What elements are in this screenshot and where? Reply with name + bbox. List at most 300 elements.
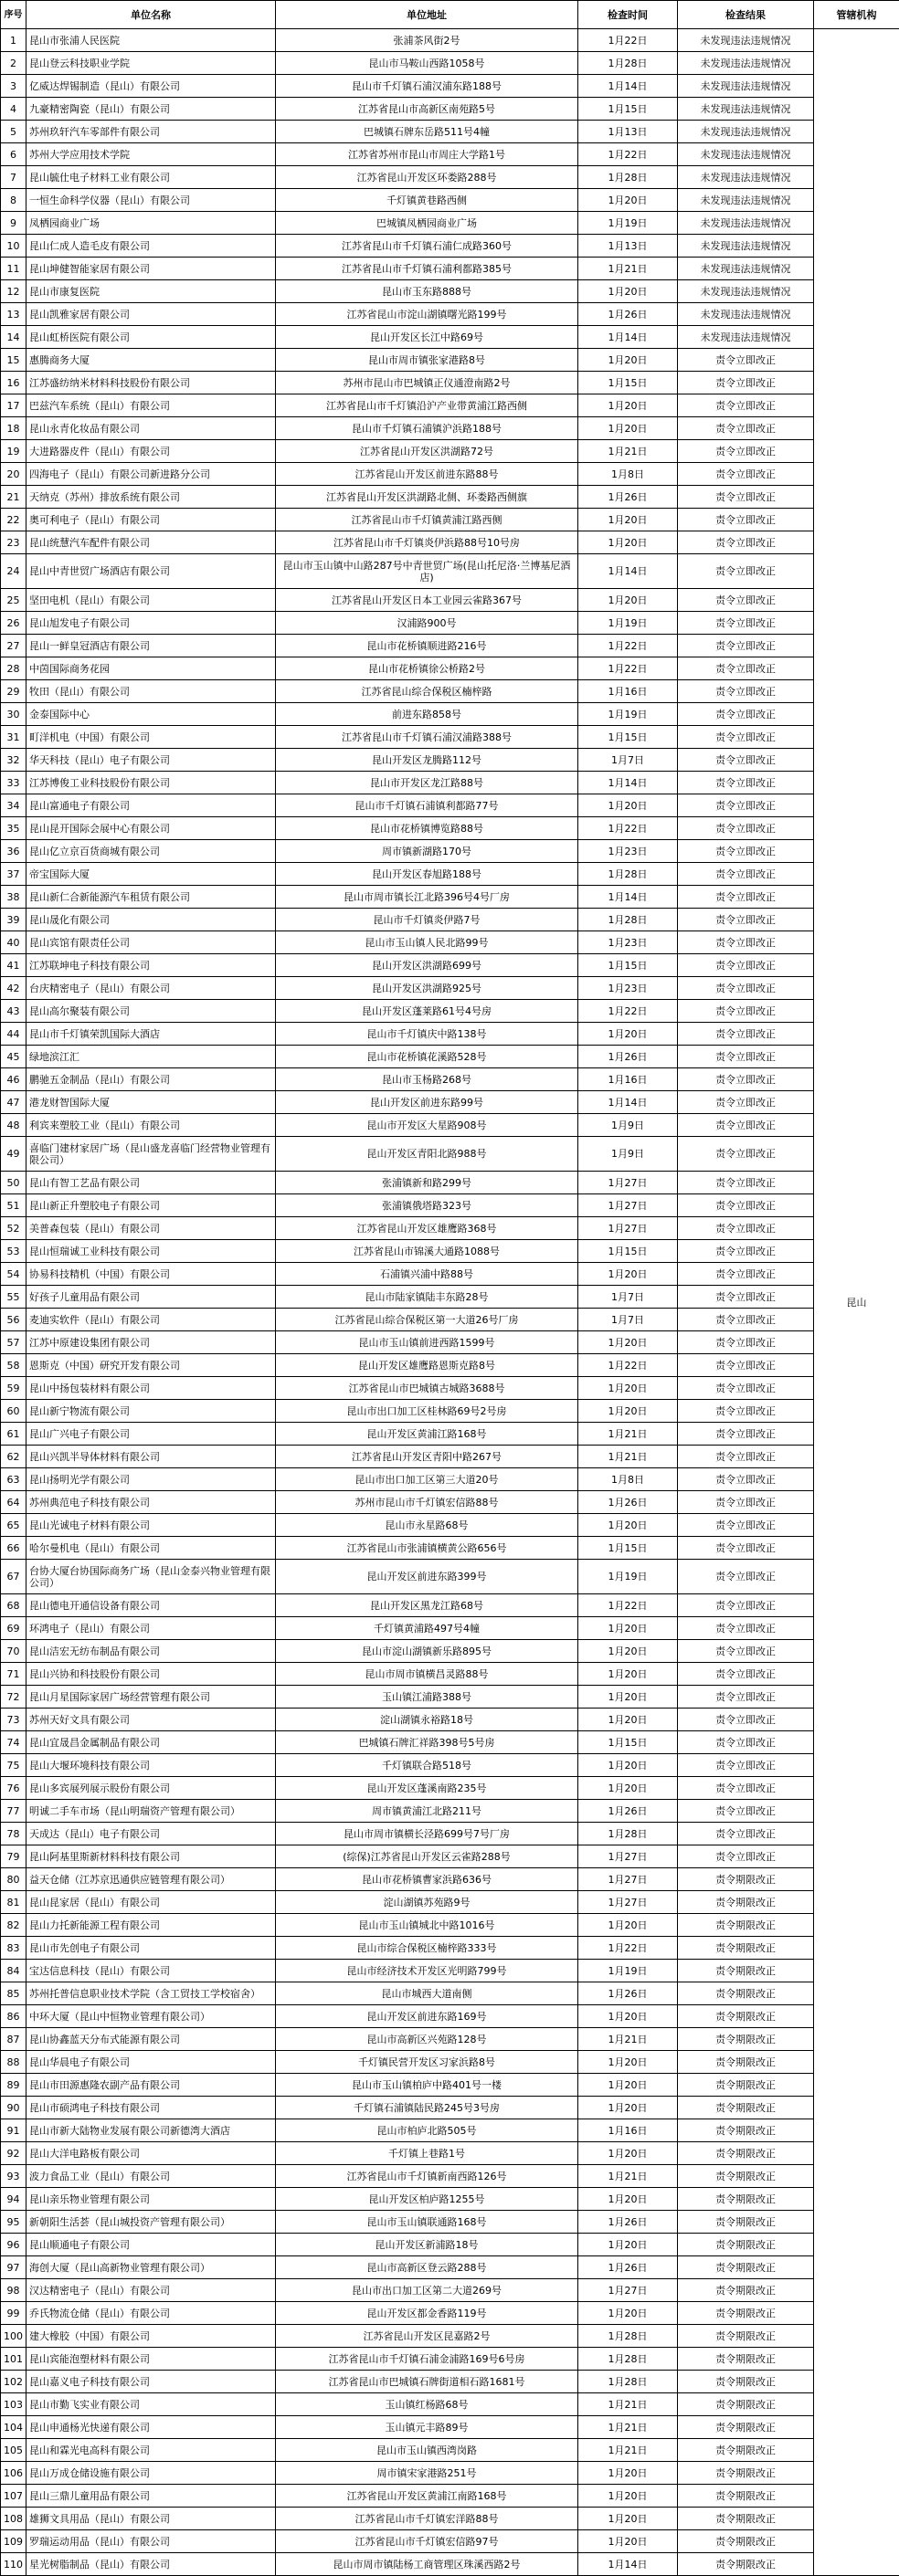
- cell-result: 责令立即改正: [678, 1263, 814, 1286]
- cell-address: 江苏省昆山市巴城镇石牌街道相石路1681号: [276, 2371, 578, 2393]
- cell-name: 星光树脂制品（昆山）有限公司: [26, 2553, 276, 2576]
- cell-address: 昆山市千灯镇庆中路138号: [276, 1023, 578, 1046]
- cell-result: 责令期限改正: [678, 2142, 814, 2165]
- cell-result: 责令立即改正: [678, 794, 814, 817]
- cell-no: 27: [1, 635, 26, 657]
- cell-name: 昆山永青化妆品有限公司: [26, 417, 276, 440]
- cell-name: 昆山中青世贸广场酒店有限公司: [26, 554, 276, 589]
- table-row: [1, 2485, 899, 2508]
- cell-result: 责令立即改正: [678, 954, 814, 977]
- cell-no: 99: [1, 2302, 26, 2325]
- cell-result: 责令立即改正: [678, 1000, 814, 1023]
- cell-result: 责令立即改正: [678, 486, 814, 509]
- cell-result: 责令立即改正: [678, 349, 814, 372]
- table-row: [1, 1354, 899, 1377]
- table-row: [1, 1731, 899, 1754]
- cell-address: 昆山市周市镇长江北路396号4号厂房: [276, 886, 578, 909]
- cell-result: 责令立即改正: [678, 1091, 814, 1114]
- cell-address: 江苏省昆山市张浦镇横黄公路656号: [276, 1537, 578, 1560]
- cell-name: 凤栖园商业广场: [26, 212, 276, 235]
- cell-date: 1月20日: [578, 589, 678, 612]
- cell-address: 江苏省昆山开发区洪湖路72号: [276, 440, 578, 463]
- cell-date: 1月20日: [578, 1914, 678, 1937]
- cell-name: 昆山凯雅家居有限公司: [26, 303, 276, 326]
- cell-name: 苏州大学应用技术学院: [26, 143, 276, 166]
- table-row: [1, 2119, 899, 2142]
- cell-address: 昆山开发区洪湖路699号: [276, 954, 578, 977]
- table-row: [1, 1537, 899, 1560]
- cell-result: 责令立即改正: [678, 840, 814, 863]
- cell-no: 4: [1, 98, 26, 121]
- cell-date: 1月20日: [578, 1023, 678, 1046]
- table-row: [1, 349, 899, 372]
- table-row: [1, 2530, 899, 2553]
- table-row: [1, 749, 899, 772]
- cell-result: 责令立即改正: [678, 1137, 814, 1172]
- cell-name: 好孩子儿童用品有限公司: [26, 1286, 276, 1309]
- cell-date: 1月26日: [578, 1046, 678, 1068]
- cell-no: 42: [1, 977, 26, 1000]
- table-row: [1, 326, 899, 349]
- cell-result: 责令期限改正: [678, 2530, 814, 2553]
- cell-address: 昆山开发区洪湖路925号: [276, 977, 578, 1000]
- cell-result: 责令立即改正: [678, 1423, 814, 1446]
- cell-result: 责令期限改正: [678, 2005, 814, 2028]
- cell-date: 1月20日: [578, 1709, 678, 1731]
- table-row: [1, 531, 899, 554]
- cell-result: 责令期限改正: [678, 1960, 814, 1982]
- cell-result: 责令立即改正: [678, 1777, 814, 1800]
- cell-name: 港龙财智国际大厦: [26, 1091, 276, 1114]
- cell-no: 40: [1, 931, 26, 954]
- cell-result: 责令立即改正: [678, 1491, 814, 1514]
- cell-date: 1月22日: [578, 1937, 678, 1960]
- cell-date: 1月21日: [578, 2393, 678, 2416]
- cell-name: 台协大厦台协国际商务广场（昆山金泰兴物业管理有限公司）: [26, 1560, 276, 1594]
- cell-date: 1月26日: [578, 1800, 678, 1823]
- cell-address: 昆山开发区黑龙江路68号: [276, 1594, 578, 1617]
- cell-address: 昆山开发区长江中路69号: [276, 326, 578, 349]
- cell-result: 责令期限改正: [678, 2074, 814, 2097]
- cell-no: 94: [1, 2188, 26, 2211]
- cell-no: 20: [1, 463, 26, 486]
- cell-no: 25: [1, 589, 26, 612]
- cell-no: 66: [1, 1537, 26, 1560]
- cell-name: 昆山亿立京百货商城有限公司: [26, 840, 276, 863]
- cell-no: 89: [1, 2074, 26, 2097]
- cell-name: 昆山仁成人造毛皮有限公司: [26, 235, 276, 258]
- table-row: [1, 1640, 899, 1663]
- cell-address: 昆山市千灯镇炎伊路7号: [276, 909, 578, 931]
- table-row: [1, 2188, 899, 2211]
- cell-no: 16: [1, 372, 26, 394]
- cell-name: 昆山新正升塑胶电子有限公司: [26, 1194, 276, 1217]
- cell-name: 四海电子（昆山）有限公司新进路分公司: [26, 463, 276, 486]
- cell-result: 责令期限改正: [678, 2325, 814, 2348]
- cell-address: 苏州市昆山市千灯镇宏信路88号: [276, 1491, 578, 1514]
- cell-result: 责令立即改正: [678, 703, 814, 726]
- cell-name: 昆山阿基里斯新材料科技有限公司: [26, 1845, 276, 1868]
- cell-address: 昆山市玉山镇联通路168号: [276, 2211, 578, 2234]
- cell-date: 1月21日: [578, 2165, 678, 2188]
- cell-address: 千灯镇上巷路1号: [276, 2142, 578, 2165]
- table-row: [1, 2439, 899, 2462]
- cell-result: 责令立即改正: [678, 463, 814, 486]
- cell-date: 1月19日: [578, 612, 678, 635]
- cell-date: 1月26日: [578, 486, 678, 509]
- cell-name: 苏州典范电子科技有限公司: [26, 1491, 276, 1514]
- cell-name: 昆山大洋电路板有限公司: [26, 2142, 276, 2165]
- cell-no: 24: [1, 554, 26, 589]
- table-row: [1, 1594, 899, 1617]
- cell-name: 昆山昆开国际会展中心有限公司: [26, 817, 276, 840]
- cell-address: 江苏省昆山开发区昆嘉路2号: [276, 2325, 578, 2348]
- cell-result: 未发现违法违规情况: [678, 166, 814, 189]
- table-row: [1, 1046, 899, 1068]
- cell-no: 105: [1, 2439, 26, 2462]
- cell-no: 110: [1, 2553, 26, 2576]
- cell-result: 责令立即改正: [678, 977, 814, 1000]
- cell-name: 昆山宾能泡塑材料有限公司: [26, 2348, 276, 2371]
- cell-address: 江苏省昆山市锦溪大通路1088号: [276, 1240, 578, 1263]
- cell-no: 55: [1, 1286, 26, 1309]
- header-result: 检查结果: [678, 1, 814, 29]
- cell-date: 1月20日: [578, 394, 678, 417]
- header-date: 检查时间: [578, 1, 678, 29]
- cell-no: 98: [1, 2279, 26, 2302]
- cell-no: 13: [1, 303, 26, 326]
- cell-address: 石浦镇兴浦中路88号: [276, 1263, 578, 1286]
- cell-name: 九豪精密陶瓷（昆山）有限公司: [26, 98, 276, 121]
- cell-no: 28: [1, 657, 26, 680]
- table-row: [1, 2508, 899, 2530]
- cell-address: 江苏省昆山综合保税区第一大道26号厂房: [276, 1309, 578, 1331]
- table-row: [1, 1823, 899, 1845]
- cell-date: 1月20日: [578, 1331, 678, 1354]
- cell-date: 1月19日: [578, 212, 678, 235]
- cell-date: 1月19日: [578, 703, 678, 726]
- cell-address: 江苏省昆山市千灯镇沿沪产业带黄浦江路西侧: [276, 394, 578, 417]
- table-row: [1, 1240, 899, 1263]
- cell-result: 责令立即改正: [678, 1068, 814, 1091]
- cell-address: 江苏省昆山市淀山湖镇曙光路199号: [276, 303, 578, 326]
- cell-address: 昆山开发区前进东路169号: [276, 2005, 578, 2028]
- cell-result: 未发现违法违规情况: [678, 258, 814, 280]
- cell-address: 昆山市玉山镇西湾岗路: [276, 2439, 578, 2462]
- cell-name: 哈尔曼机电（昆山）有限公司: [26, 1537, 276, 1560]
- cell-address: 昆山市玉山镇人民北路99号: [276, 931, 578, 954]
- cell-result: 责令立即改正: [678, 417, 814, 440]
- table-row: [1, 143, 899, 166]
- cell-date: 1月20日: [578, 2302, 678, 2325]
- cell-result: 责令立即改正: [678, 635, 814, 657]
- cell-result: 责令立即改正: [678, 1560, 814, 1594]
- cell-address: 江苏省昆山市千灯镇炎伊浜路88号10号房: [276, 531, 578, 554]
- table-row: [1, 1937, 899, 1960]
- table-row: [1, 29, 899, 52]
- cell-date: 1月20日: [578, 2485, 678, 2508]
- cell-result: 责令立即改正: [678, 1194, 814, 1217]
- cell-address: 江苏省昆山市千灯镇黄浦江路西侧: [276, 509, 578, 531]
- cell-date: 1月20日: [578, 349, 678, 372]
- cell-date: 1月15日: [578, 1537, 678, 1560]
- cell-result: 责令期限改正: [678, 2165, 814, 2188]
- cell-address: 江苏省苏州市昆山市周庄大学路1号: [276, 143, 578, 166]
- cell-no: 45: [1, 1046, 26, 1068]
- cell-no: 74: [1, 1731, 26, 1754]
- cell-date: 1月20日: [578, 2097, 678, 2119]
- cell-address: 江苏省昆山开发区雄鹰路368号: [276, 1217, 578, 1240]
- table-row: [1, 1423, 899, 1446]
- cell-name: 台庆精密电子（昆山）有限公司: [26, 977, 276, 1000]
- cell-date: 1月14日: [578, 886, 678, 909]
- table-row: [1, 1023, 899, 1046]
- cell-name: 昆山市勤飞实业有限公司: [26, 2393, 276, 2416]
- cell-authority: 昆山: [814, 29, 899, 2576]
- cell-name: 昆山申通杨光快递有限公司: [26, 2416, 276, 2439]
- cell-result: 责令期限改正: [678, 2439, 814, 2462]
- table-row: [1, 931, 899, 954]
- header-no: 序号: [1, 1, 26, 29]
- cell-result: 责令立即改正: [678, 1731, 814, 1754]
- cell-no: 12: [1, 280, 26, 303]
- cell-no: 86: [1, 2005, 26, 2028]
- cell-no: 1: [1, 29, 26, 52]
- cell-name: 昆山华晨电子有限公司: [26, 2051, 276, 2074]
- cell-no: 81: [1, 1891, 26, 1914]
- cell-no: 44: [1, 1023, 26, 1046]
- cell-no: 63: [1, 1468, 26, 1491]
- cell-address: 昆山市经济技术开发区光明路799号: [276, 1960, 578, 1982]
- cell-name: 江苏博俊工业科技股份有限公司: [26, 772, 276, 794]
- cell-result: 责令立即改正: [678, 1023, 814, 1046]
- cell-name: 中环大厦（昆山中恒物业管理有限公司）: [26, 2005, 276, 2028]
- cell-name: 昆山光诚电子材料有限公司: [26, 1514, 276, 1537]
- cell-date: 1月22日: [578, 29, 678, 52]
- cell-result: 责令期限改正: [678, 1891, 814, 1914]
- table-row: [1, 794, 899, 817]
- table-row: [1, 189, 899, 212]
- cell-name: 波力食品工业（昆山）有限公司: [26, 2165, 276, 2188]
- cell-address: 昆山市玉山镇中山路287号中青世贸广场(昆山托尼洛·兰博基尼酒店): [276, 554, 578, 589]
- cell-address: 昆山市柏庐北路505号: [276, 2119, 578, 2142]
- cell-result: 未发现违法违规情况: [678, 121, 814, 143]
- cell-date: 1月8日: [578, 1468, 678, 1491]
- cell-date: 1月28日: [578, 2371, 678, 2393]
- cell-result: 责令期限改正: [678, 2234, 814, 2256]
- cell-no: 10: [1, 235, 26, 258]
- cell-no: 37: [1, 863, 26, 886]
- table-row: [1, 2302, 899, 2325]
- cell-result: 责令立即改正: [678, 1114, 814, 1137]
- cell-no: 90: [1, 2097, 26, 2119]
- cell-no: 19: [1, 440, 26, 463]
- cell-no: 2: [1, 52, 26, 75]
- table-row: [1, 2462, 899, 2485]
- cell-address: 千灯镇黄浦路497号4幢: [276, 1617, 578, 1640]
- cell-name: 牧田（昆山）有限公司: [26, 680, 276, 703]
- cell-name: 亿威达焊锡制造（昆山）有限公司: [26, 75, 276, 98]
- cell-name: 昆山和霖光电高科有限公司: [26, 2439, 276, 2462]
- cell-result: 责令立即改正: [678, 726, 814, 749]
- cell-result: 未发现违法违规情况: [678, 326, 814, 349]
- table-row: [1, 657, 899, 680]
- table-row: [1, 1286, 899, 1309]
- cell-no: 107: [1, 2485, 26, 2508]
- cell-address: 千灯镇民营开发区习家浜路8号: [276, 2051, 578, 2074]
- cell-address: (综保)江苏省昆山开发区云雀路288号: [276, 1845, 578, 1868]
- cell-result: 未发现违法违规情况: [678, 52, 814, 75]
- cell-name: 天纳克（苏州）排放系统有限公司: [26, 486, 276, 509]
- cell-no: 53: [1, 1240, 26, 1263]
- cell-no: 64: [1, 1491, 26, 1514]
- cell-address: 昆山市开发区龙江路88号: [276, 772, 578, 794]
- cell-name: 昆山登云科技职业学院: [26, 52, 276, 75]
- table-row: [1, 2325, 899, 2348]
- cell-result: 责令立即改正: [678, 589, 814, 612]
- cell-date: 1月15日: [578, 1731, 678, 1754]
- cell-address: 张浦镇俄塔路323号: [276, 1194, 578, 1217]
- cell-result: 未发现违法违规情况: [678, 29, 814, 52]
- cell-result: 责令期限改正: [678, 2462, 814, 2485]
- cell-date: 1月28日: [578, 2325, 678, 2348]
- cell-date: 1月28日: [578, 166, 678, 189]
- cell-no: 3: [1, 75, 26, 98]
- cell-name: 昆山市先创电子有限公司: [26, 1937, 276, 1960]
- cell-date: 1月20日: [578, 1263, 678, 1286]
- cell-date: 1月26日: [578, 2211, 678, 2234]
- cell-name: 昆山有智工艺品有限公司: [26, 1172, 276, 1194]
- cell-result: 责令期限改正: [678, 2348, 814, 2371]
- cell-address: 江苏省昆山开发区洪湖路北侧、环娄路西侧旗: [276, 486, 578, 509]
- cell-address: 昆山市玉山镇柏庐中路401号一楼: [276, 2074, 578, 2097]
- cell-name: 昆山一鲜皇冠酒店有限公司: [26, 635, 276, 657]
- cell-result: 责令立即改正: [678, 1377, 814, 1400]
- cell-address: 前进东路858号: [276, 703, 578, 726]
- cell-name: 昆山毓仕电子材料工业有限公司: [26, 166, 276, 189]
- cell-name: 昆山兴协和科技股份有限公司: [26, 1663, 276, 1686]
- cell-no: 76: [1, 1777, 26, 1800]
- cell-name: 中茵国际商务花园: [26, 657, 276, 680]
- cell-result: 责令立即改正: [678, 1217, 814, 1240]
- cell-date: 1月15日: [578, 1240, 678, 1263]
- cell-date: 1月9日: [578, 1114, 678, 1137]
- cell-no: 32: [1, 749, 26, 772]
- cell-date: 1月7日: [578, 1309, 678, 1331]
- cell-no: 5: [1, 121, 26, 143]
- header-authority: 管辖机构: [814, 1, 899, 29]
- cell-no: 36: [1, 840, 26, 863]
- table-row: [1, 1777, 899, 1800]
- table-row: [1, 1982, 899, 2005]
- cell-result: 责令立即改正: [678, 372, 814, 394]
- table-row: [1, 612, 899, 635]
- cell-no: 30: [1, 703, 26, 726]
- cell-no: 77: [1, 1800, 26, 1823]
- cell-date: 1月20日: [578, 794, 678, 817]
- cell-date: 1月21日: [578, 258, 678, 280]
- cell-date: 1月20日: [578, 2508, 678, 2530]
- table-row: [1, 886, 899, 909]
- cell-date: 1月23日: [578, 840, 678, 863]
- table-row: [1, 212, 899, 235]
- cell-name: 环鸿电子（昆山）有限公司: [26, 1617, 276, 1640]
- cell-address: 昆山开发区前进东路399号: [276, 1560, 578, 1594]
- cell-date: 1月22日: [578, 1594, 678, 1617]
- cell-date: 1月26日: [578, 1491, 678, 1514]
- table-row: [1, 1617, 899, 1640]
- cell-no: 56: [1, 1309, 26, 1331]
- cell-date: 1月27日: [578, 1868, 678, 1891]
- cell-address: 昆山市玉山镇城北中路1016号: [276, 1914, 578, 1937]
- cell-address: 昆山市陆家镇陆丰东路28号: [276, 1286, 578, 1309]
- cell-no: 61: [1, 1423, 26, 1446]
- cell-name: 昆山宜晟昌金属制品有限公司: [26, 1731, 276, 1754]
- cell-result: 责令立即改正: [678, 1514, 814, 1537]
- cell-date: 1月27日: [578, 2279, 678, 2302]
- cell-result: 责令立即改正: [678, 909, 814, 931]
- cell-date: 1月21日: [578, 1446, 678, 1468]
- table-row: [1, 2211, 899, 2234]
- cell-name: 乔氏物流仓储（昆山）有限公司: [26, 2302, 276, 2325]
- cell-name: 昆山恒瑞诚工业科技有限公司: [26, 1240, 276, 1263]
- cell-no: 31: [1, 726, 26, 749]
- cell-address: 昆山市城西大道南侧: [276, 1982, 578, 2005]
- cell-no: 60: [1, 1400, 26, 1423]
- cell-date: 1月27日: [578, 1891, 678, 1914]
- cell-name: 大进路器皮件（昆山）有限公司: [26, 440, 276, 463]
- cell-name: 天成达（昆山）电子有限公司: [26, 1823, 276, 1845]
- cell-date: 1月14日: [578, 75, 678, 98]
- table-row: [1, 2416, 899, 2439]
- table-body: [1, 29, 899, 2576]
- cell-address: 汉浦路900号: [276, 612, 578, 635]
- cell-address: 昆山市永星路68号: [276, 1514, 578, 1537]
- cell-name: 鹏驰五金制品（昆山）有限公司: [26, 1068, 276, 1091]
- cell-date: 1月16日: [578, 2119, 678, 2142]
- cell-address: 昆山市综合保税区楠梓路333号: [276, 1937, 578, 1960]
- cell-no: 51: [1, 1194, 26, 1217]
- cell-date: 1月15日: [578, 954, 678, 977]
- cell-result: 未发现违法违规情况: [678, 303, 814, 326]
- header-name: 单位名称: [26, 1, 276, 29]
- cell-no: 84: [1, 1960, 26, 1982]
- cell-date: 1月23日: [578, 977, 678, 1000]
- cell-result: 责令期限改正: [678, 1982, 814, 2005]
- cell-date: 1月21日: [578, 2028, 678, 2051]
- cell-address: 巴城镇石牌汇祥路398号5号房: [276, 1731, 578, 1754]
- header-address: 单位地址: [276, 1, 578, 29]
- table-row: [1, 1137, 899, 1172]
- cell-address: 昆山市花桥镇顺进路216号: [276, 635, 578, 657]
- table-row: [1, 2165, 899, 2188]
- cell-result: 责令期限改正: [678, 1937, 814, 1960]
- cell-date: 1月20日: [578, 1514, 678, 1537]
- cell-name: 金泰国际中心: [26, 703, 276, 726]
- cell-address: 千灯镇黄巷路西侧: [276, 189, 578, 212]
- cell-name: 绿地滨江汇: [26, 1046, 276, 1068]
- cell-result: 责令立即改正: [678, 886, 814, 909]
- cell-no: 93: [1, 2165, 26, 2188]
- cell-address: 昆山市周市镇陆杨工商管理区珠溪西路2号: [276, 2553, 578, 2576]
- cell-no: 75: [1, 1754, 26, 1777]
- cell-result: 责令立即改正: [678, 531, 814, 554]
- table-row: [1, 2005, 899, 2028]
- cell-result: 责令立即改正: [678, 1046, 814, 1068]
- table-row: [1, 75, 899, 98]
- table-row: [1, 394, 899, 417]
- table-row: [1, 1194, 899, 1217]
